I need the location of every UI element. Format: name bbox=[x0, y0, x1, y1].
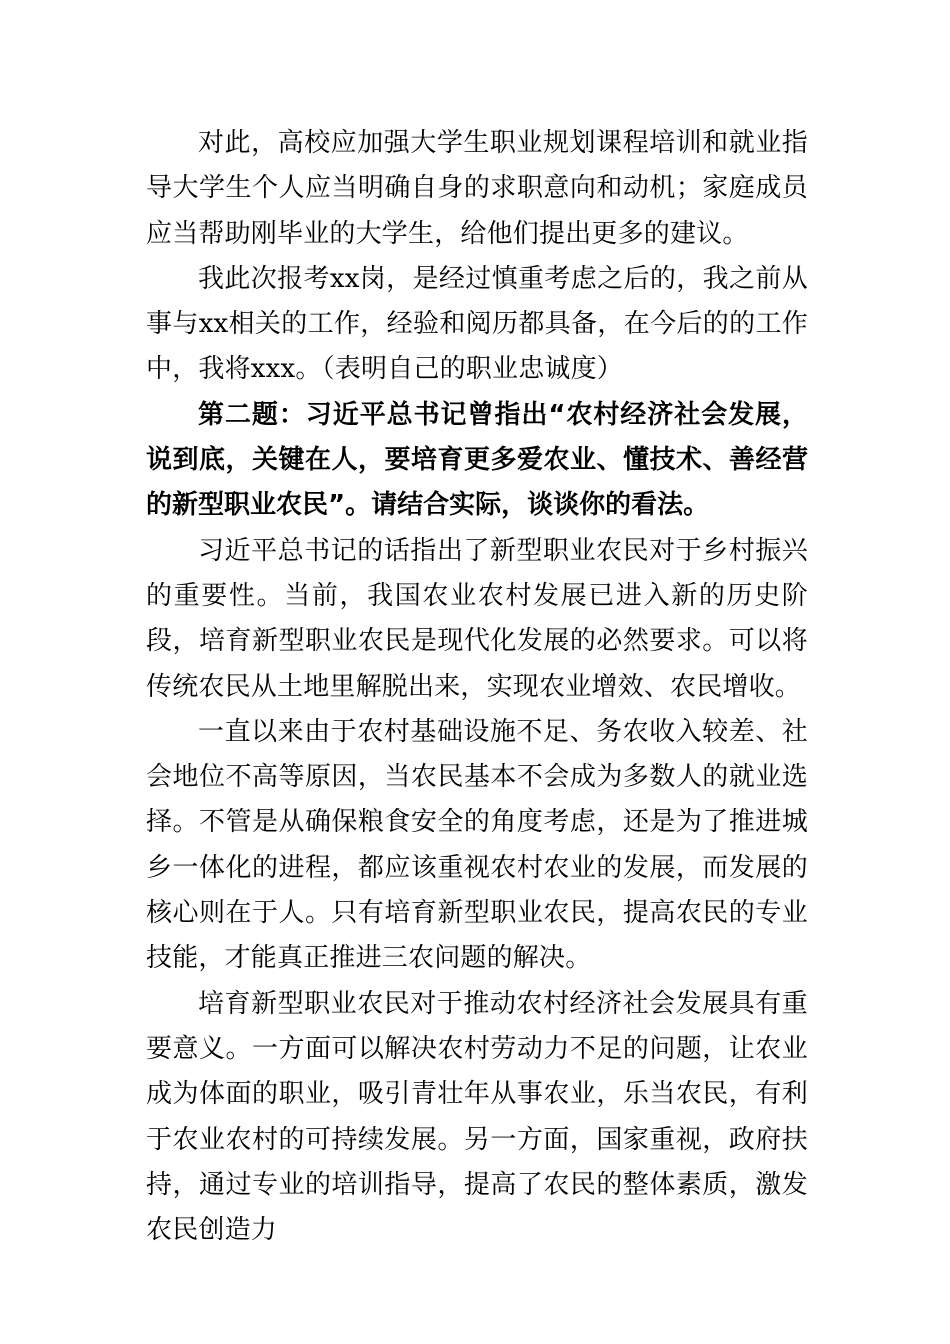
paragraph-importance: 习近平总书记的话指出了新型职业农民对于乡村振兴的重要性。当前，我国农业农村发展已进入新的历史阶段，培育新型职业农民是现代化发展的必然要求。可以将传统农民从土地里解脱出来，实现农业增效、农民增收。 bbox=[146, 535, 808, 702]
paragraph-significance: 培育新型职业农民对于推动农村经济社会发展具有重要意义。一方面可以解决农村劳动力不足的问题，让农业成为体面的职业，吸引青壮年从事农业，乐当农民，有利于农业农村的可持续发展。另一方面，国家重视，政府扶持，通过专业的培训指导，提高了农民的整体素质，激发农民创造力 bbox=[146, 988, 808, 1246]
paragraph-advice: 对此，高校应加强大学生职业规划课程培训和就业指导大学生个人应当明确自身的求职意向和动机；家庭成员应当帮助刚毕业的大学生，给他们提出更多的建议。 bbox=[146, 128, 808, 249]
paragraph-career-loyalty: 我此次报考xx岗，是经过慎重考虑之后的，我之前从事与xx相关的工作，经验和阅历都具备，在今后的的工作中，我将xxx。（表明自己的职业忠诚度） bbox=[146, 263, 808, 385]
paragraph-background: 一直以来由于农村基础设施不足、务农收入较差、社会地位不高等原因，当农民基本不会成为多数人的就业选择。不管是从确保粮食安全的角度考虑，还是为了推进城乡一体化的进程，都应该重视农村农业的发展，而发展的核心则在于人。只有培育新型职业农民，提高农民的专业技能，才能真正推进三农问题的解决。 bbox=[146, 716, 808, 974]
question-heading: 第二题：习近平总书记曾指出“农村经济社会发展，说到底，关键在人，要培育更多爱农业、懂技术、善经营的新型职业农民”。请结合实际，谈谈你的看法。 bbox=[146, 399, 808, 521]
document-body bbox=[146, 121, 808, 1253]
